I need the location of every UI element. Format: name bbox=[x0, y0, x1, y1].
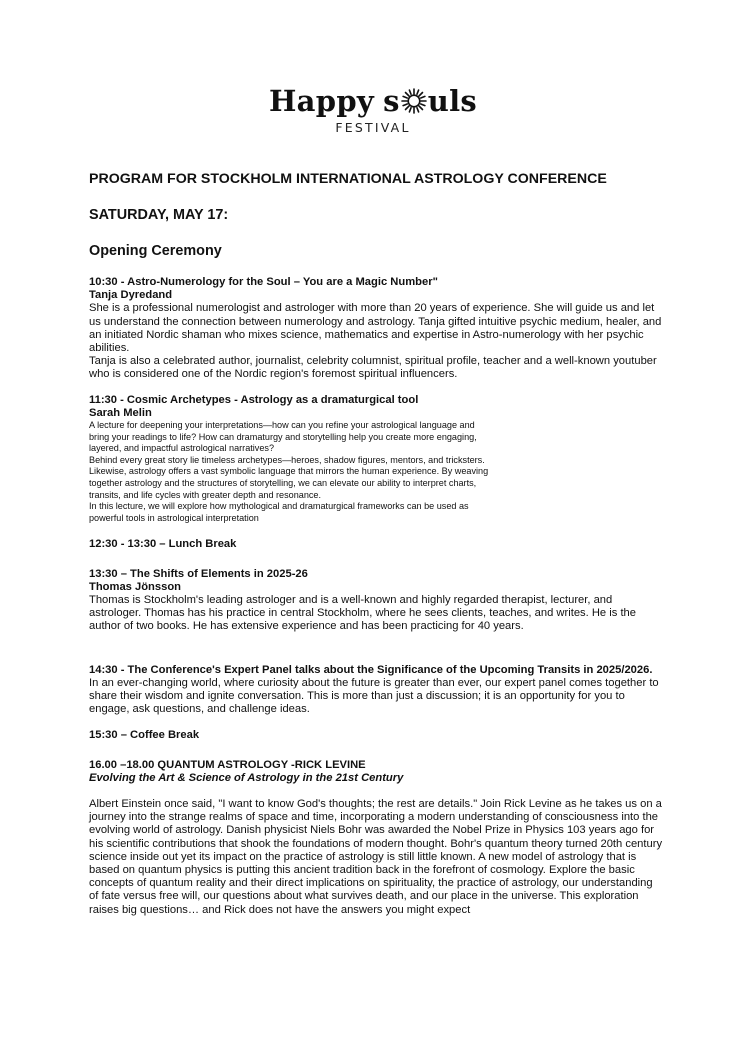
session-speaker: Thomas Jönsson bbox=[89, 580, 182, 593]
session-description-block bbox=[89, 420, 497, 524]
program-title: PROGRAM FOR STOCKHOLM INTERNATIONAL ASTROLOGY CONFERENCE bbox=[89, 171, 607, 187]
session-description: She is a professional numerologist and astrologer with more than 20 years of experience. She will guide us and let us understand the connection between numerology and astrology. Tanja gifted intuitive psychic medium, healer, and an initiated Nordic shaman who mixes science, mathematics and expertise in Astro-numerology with her psychic abilities. bbox=[89, 302, 662, 355]
session-expert-panel bbox=[89, 664, 664, 717]
session-description: In this lecture, we will explore how mythological and dramaturgical frameworks can be used as powerful tools in astrological interpretation bbox=[89, 501, 469, 523]
coffee-break: 15:30 – Coffee Break bbox=[89, 729, 200, 742]
logo-title bbox=[269, 84, 477, 118]
session-subtitle: Evolving the Art & Science of Astrology in the 21st Century bbox=[89, 771, 404, 784]
session-cosmic-archetypes bbox=[89, 394, 664, 525]
session-description: In an ever-changing world, where curiosity about the future is greater than ever, our expert panel comes together to share their wisdom and ignite conversation. This is more than just a discussion; it is an opportunity for you to engage, ask questions, and challenge ideas. bbox=[89, 676, 659, 716]
session-title: 10:30 - Astro-Numerology for the Soul – You are a Magic Number" bbox=[89, 276, 438, 288]
program-content bbox=[89, 170, 664, 917]
session-speaker: Sarah Melin bbox=[89, 406, 152, 419]
session-description: A lecture for deepening your interpretations—how can you refine your astrological language and bring your readings to life? How can dramaturgy and storytelling help you create more engaging, layered, and impactful astrological narratives? bbox=[89, 420, 477, 454]
session-description: Albert Einstein once said, "I want to know God's thoughts; the rest are details." Join Rick Levine as he takes us on a journey into the strange realms of space and time, incorporating a modern understanding of consciousness into the evolving world of astrology. Danish physicist Niels Bohr was awarded the Nobel Prize in Physics 103 years ago for his scientific contributions that shook the foundations of modern thought. Bohr's quantum theory turned 20th century science inside out yet its impact on the practice of astrology is still little known. A new model of astrology that is based on quantum physics is putting this ancient tradition back in the forefront of cosmology. Explore the basic concepts of quantum reality and their direct implications on spirituality, the practice of astrology, our understanding of fate versus free will, our questions about what survives death, and our place in the universe. This exploration raises big questions… and Rick does not have the answers you might expect bbox=[89, 798, 663, 916]
lunch-break: 12:30 - 13:30 – Lunch Break bbox=[89, 538, 237, 551]
logo-subtitle: FESTIVAL bbox=[335, 120, 411, 135]
logo-word-s: s bbox=[383, 84, 400, 118]
logo-word-happy: Happy bbox=[268, 84, 375, 118]
session-title: 16.00 –18.00 QUANTUM ASTROLOGY -RICK LEVINE bbox=[89, 758, 366, 771]
session-shifts-of-elements bbox=[89, 568, 664, 634]
session-title: 11:30 - Cosmic Archetypes - Astrology as a dramaturgical tool bbox=[89, 393, 419, 406]
session-title: 14:30 - The Conference's Expert Panel talks about the Significance of the Upcoming Transits in 2025/2026. bbox=[89, 663, 653, 676]
day-heading: SATURDAY, MAY 17: bbox=[89, 207, 229, 223]
sun-icon bbox=[401, 88, 427, 114]
session-title: 13:30 – The Shifts of Elements in 2025-26 bbox=[89, 567, 308, 580]
session-description: Behind every great story lie timeless archetypes—heroes, shadow figures, mentors, and tricksters. Likewise, astrology offers a vast symbolic language that mirrors the human experience. By weaving together astrology and the structures of storytelling, we can elevate our ability to interpret charts, transits, and life cycles with greater depth and resonance. bbox=[89, 454, 489, 500]
logo-word-uls: uls bbox=[427, 84, 478, 118]
session-description: Tanja is also a celebrated author, journalist, celebrity columnist, spiritual profile, teacher and a well-known youtuber who is considered one of the Nordic region's foremost spiritual influencers. bbox=[89, 355, 657, 381]
session-description: Thomas is Stockholm's leading astrologer and is a well-known and highly regarded therapist, lecturer, and astrologer. Thomas has his practice in central Stockholm, where he sees clients, teaches, and writes. He is the author of two books. He has extensive experience and has been practicing for 40 years. bbox=[89, 593, 637, 633]
session-quantum-astrology bbox=[89, 759, 664, 917]
festival-logo bbox=[0, 84, 746, 135]
session-astro-numerology bbox=[89, 276, 664, 382]
session-speaker: Tanja Dyredand bbox=[89, 289, 173, 302]
opening-ceremony-heading: Opening Ceremony bbox=[89, 243, 222, 259]
